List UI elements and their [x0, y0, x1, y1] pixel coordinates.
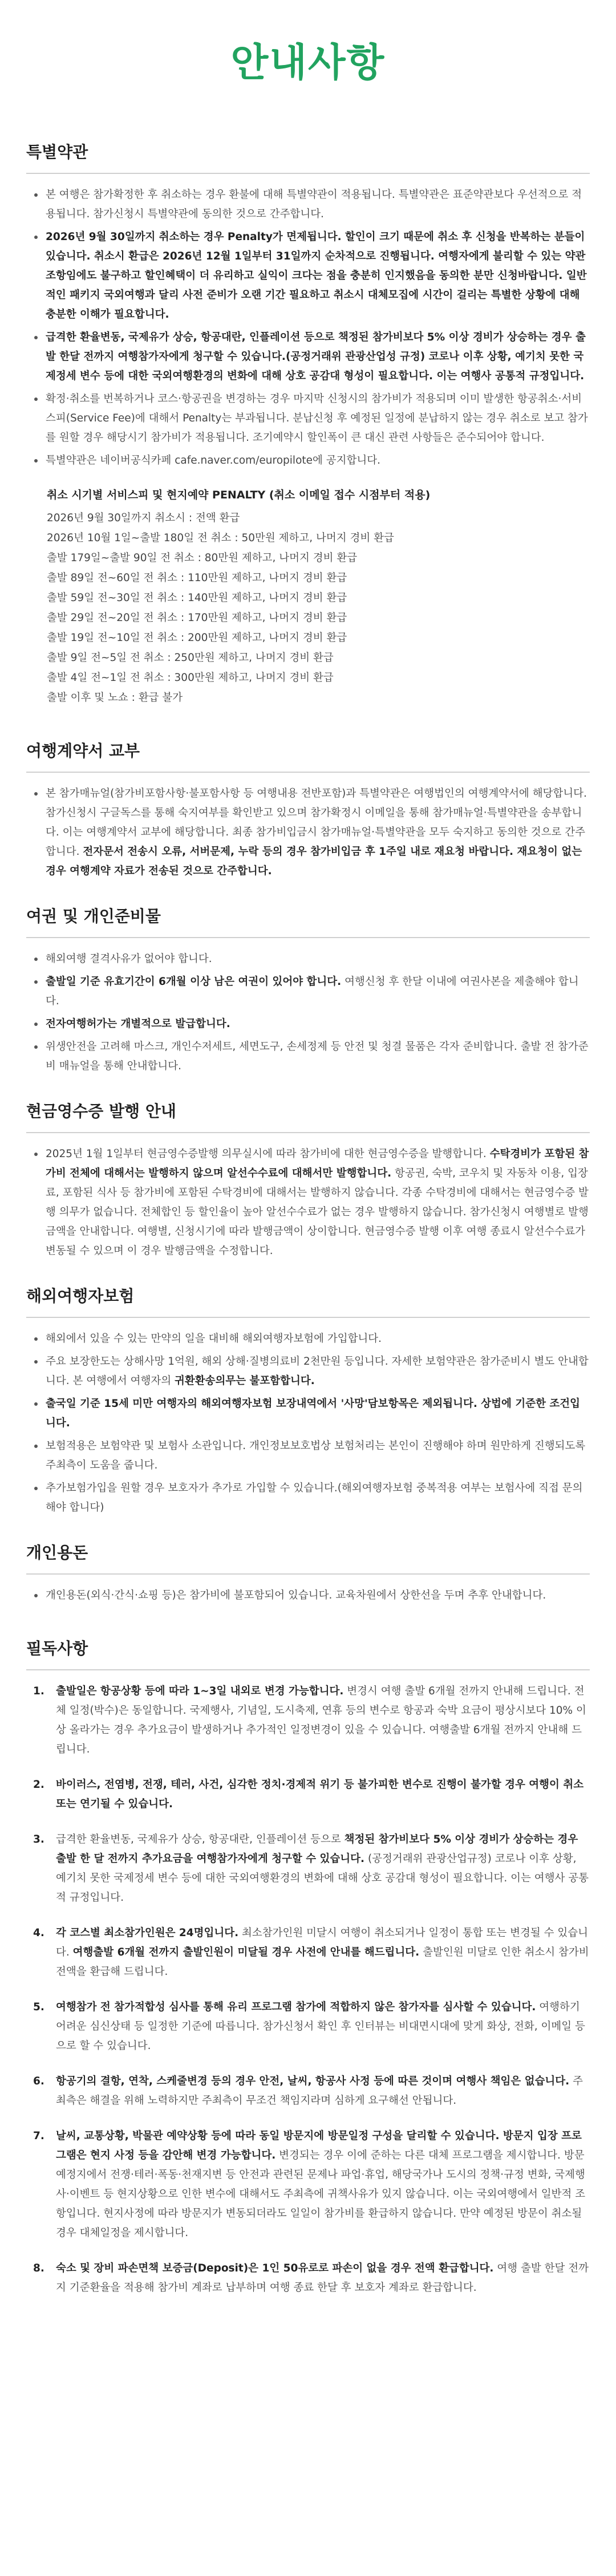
- note-number: 5.: [33, 2001, 44, 2013]
- note-text: 변경되는 경우 이에 준하는 다른 대체 프로그램을 제시합니다. 방문 예정지에서 전쟁·테러·폭동·천재지변 등 안전과 관련된 문제나 파업·휴업, 해당국가나 도시의 정책·규정 변화, 국제행사·이벤트 등 현지상황으로 인한 변수에 대해서도 주최측에 귀책사유가 있지 않습니다. 이는 국외여행에서 일반적 조항입니다. 현지사정에 따라 방문지가 변동되더라도 일일이 참가비를 환급하지 않습니다. 만약 예정된 방문이 취소될 경우 대체일정을 제시합니다.: [56, 2149, 586, 2239]
- note-item: [33, 1682, 590, 1759]
- notes-section: [26, 1636, 590, 2298]
- note-item: [33, 1998, 590, 2056]
- fee-row: 2026년 10월 1일~출발 180일 전 취소 : 50만원 제하고, 나머지 경비 환급: [47, 532, 394, 544]
- section-divider: [26, 1132, 590, 1133]
- note-lead: 바이러스, 전염병, 전쟁, 테러, 사건, 심각한 정치·경제적 위기 등 불가피한 변수로 진행이 불가할 경우 여행이 취소 또는 연기될 수 있습니다.: [56, 1779, 584, 1810]
- insurance-list: [26, 1329, 590, 1518]
- insurance-section: [26, 1284, 590, 1518]
- notes-heading: 필독사항: [26, 1639, 88, 1658]
- receipt-list: [26, 1145, 590, 1261]
- passport-list: [26, 950, 590, 1076]
- allowance-item: [33, 1586, 590, 1605]
- item-text-bold: 귀환환송의무는 불포함합니다.: [175, 1375, 315, 1387]
- item-text-bold: 수탁경비가 포함된 참가비 전체에 대해서는 발행하지 않으며 알선수수료에 대해서만 발행합니다.: [46, 1148, 589, 1179]
- contract-list: [26, 784, 590, 881]
- special-terms-heading: 특별약관: [26, 143, 88, 161]
- note-number: 8.: [33, 2262, 44, 2274]
- note-lead: 날씨, 교통상황, 박물관 예약상황 등에 따라 동일 방문지에 방문일정 구성을 달리할 수 있습니다. 방문지 입장 프로그램은 현지 사정 등을 감안해 변경 가능합니다.: [56, 2130, 582, 2161]
- item-text-bold: 출국일 기준 15세 미만 여행자의 해외여행자보험 보장내역에서 '사망'담보항목은 제외됩니다. 상법에 기준한 조건입니다.: [46, 1398, 581, 1429]
- special-terms-item: 특별약관은 네이버공식카페 cafe.naver.com/europilote에 공지합니다.: [33, 451, 590, 470]
- insurance-item: [33, 1394, 590, 1433]
- item-text: 보험적용은 보험약관 및 보험사 소관입니다. 개인정보보호법상 보험처리는 본인이 진행해야 하며 원만하게 진행되도록 주최측이 도움을 줍니다.: [46, 1440, 586, 1471]
- page-title: 안내사항: [230, 40, 386, 86]
- fee-row: 2026년 9월 30일까지 취소시 : 전액 환급: [47, 512, 240, 524]
- insurance-item: [33, 1329, 590, 1349]
- note-item: [33, 2072, 590, 2111]
- item-text: 위생안전을 고려해 마스크, 개인수저세트, 세면도구, 손세정제 등 안전 및 청결 물품은 각자 준비합니다. 출발 전 참가준비 매뉴얼을 통해 안내합니다.: [46, 1041, 589, 1072]
- receipt-section: [26, 1099, 590, 1261]
- section-divider: [26, 1669, 590, 1670]
- item-text: 해외여행 결격사유가 없어야 합니다.: [46, 953, 212, 965]
- fee-row: 출발 89일 전~60일 전 취소 : 110만원 제하고, 나머지 경비 환급: [47, 572, 347, 584]
- note-text: 출발인원 미달로 인한 취소시 참가비 전액을 환급해 드립니다.: [56, 1946, 589, 1978]
- item-text: 항공권, 숙박, 코우치 및 자동차 이용, 입장료, 포함된 식사 등 참가비에 포함된 수탁경비에 대해서는 발행하지 않습니다. 각종 수탁경비에 대해서는 현금영수증 발행 의무가 없습니다. 전체합인 등 할인율이 높아 알선수수료가 없는 경우 발행하지 않습니다. 참가신청시 여행별로 발행금액을 안내합니다. 여행별, 신청시기에 따라 발행금액이 상이합니다. 현금영수증 발행 이후 여행 종료시 알선수수료가 변동될 수 있으며 이 경우 발행금액을 수정합니다.: [46, 1167, 589, 1257]
- special-terms-section: [26, 140, 590, 708]
- special-terms-item: 2026년 9월 30일까지 취소하는 경우 Penalty가 면제됩니다. 할인이 크기 때문에 취소 후 신청을 반복하는 분들이 있습니다. 취소시 환급은 2026년 12월 1일부터 31일까지 순차적으로 진행됩니다. 여행자에게 불리할 수 있는 약관 조항임에도 불구하고 할인혜택이 더 유리하고 실익이 크다는 점을 충분히 인지했음을 동의한 분만 신청바랍니다. 일반적인 패키지 국외여행과 달리 사전 준비가 오랜 기간 필요하고 취소시 대체모집에 시간이 걸리는 특별한 상황에 대해 충분한 이해가 필요합니다.: [33, 228, 590, 324]
- cancellation-fee-list: [47, 508, 590, 708]
- notes-list: [26, 1682, 590, 2298]
- note-text: 여행하기 어려운 심신상태 등 일정한 기준에 따릅니다. 참가신청서 확인 후 인터뷰는 비대면시대에 맞게 화상, 전화, 이메일 등으로 할 수 있습니다.: [56, 2001, 585, 2052]
- fee-row: 출발 4일 전~1일 전 취소 : 300만원 제하고, 나머지 경비 환급: [47, 672, 334, 684]
- note-item: [33, 1924, 590, 1982]
- note-text: 변경시 여행 출발 6개월 전까지 안내해 드립니다. 전체 일정(박수)은 동일합니다. 국제행사, 기념일, 도시축제, 연휴 등의 변수로 항공과 숙박 요금이 평상시보다 10% 이상 올라가는 경우 추가요금이 발생하거나 추가적인 일정변경이 있을 수 있습니다. 여행출발 6개월 전까지 안내해 드립니다.: [56, 1685, 586, 1755]
- section-divider: [26, 772, 590, 773]
- passport-heading: 여권 및 개인준비물: [26, 907, 161, 926]
- item-text: 주요 보장한도는 상해사망 1억원, 해외 상해·질병의료비 2천만원 등입니다. 자세한 보험약관은 참가준비시 별도 안내합니다. 본 여행에서 여행자의: [46, 1356, 589, 1387]
- fee-row: 출발 이후 및 노쇼 : 환급 불가: [47, 692, 183, 704]
- item-text-bold: 출발일 기준 유효기간이 6개월 이상 남은 여권이 있어야 합니다.: [46, 976, 342, 988]
- item-text-bold: 전자여행허가는 개별적으로 발급합니다.: [46, 1018, 230, 1030]
- special-terms-item: 확정·취소를 번복하거나 코스·항공권을 변경하는 경우 마지막 신청시의 참가비가 적용되며 이미 발생한 항공취소·서비스피(Service Fee)에 대해서 Penalty는 부과됩니다. 분납신청 후 예정된 일정에 분납하지 않는 경우 취소로 보고 참가를 원할 경우 해당시기 참가비가 적용됩니다. 조기예약시 할인폭이 큰 대신 관련 사항들은 준수되어야 합니다.: [33, 390, 590, 448]
- fee-row: 출발 9일 전~5일 전 취소 : 250만원 제하고, 나머지 경비 환급: [47, 652, 334, 664]
- section-divider: [26, 937, 590, 938]
- passport-item: [33, 1015, 590, 1034]
- special-terms-item: 본 여행은 참가확정한 후 취소하는 경우 환불에 대해 특별약관이 적용됩니다. 특별약관은 표준약관보다 우선적으로 적용됩니다. 참가신청시 특별약관에 동의한 것으로 간주합니다.: [33, 185, 590, 224]
- special-terms-list: [26, 185, 590, 470]
- contract-section: [26, 739, 590, 881]
- allowance-list: [26, 1586, 590, 1605]
- contract-text-bold: 전자문서 전송시 오류, 서버문제, 누락 등의 경우 참가비입금 후 1주일 내로 재요청 바랍니다. 재요청이 없는 경우 여행계약 자료가 전송된 것으로 간주합니다.: [46, 846, 582, 877]
- note-text: 급격한 환율변동, 국제유가 상승, 항공대란, 인플레이션 등으로: [56, 1833, 345, 1845]
- note-lead: 항공기의 결항, 연착, 스케줄변경 등의 경우 안전, 날씨, 항공사 사정 등에 따른 것이며 여행사 책임은 없습니다.: [56, 2075, 570, 2087]
- note-number: 2.: [33, 1779, 44, 1791]
- note-text: 주최측은 해결을 위해 노력하지만 주최측이 무조건 책임지라며 심하게 요구해선 안됩니다.: [56, 2075, 583, 2107]
- note-lead: 책정된 참가비보다 5% 이상 경비가 상승하는 경우 출발 한 달 전까지 추가요금을 여행참가자에게 청구할 수 있습니다.: [56, 1833, 578, 1865]
- note-number: 3.: [33, 1833, 44, 1845]
- passport-section: [26, 904, 590, 1076]
- cancellation-fee-heading: 취소 시기별 서비스피 및 현지예약 PENALTY (취소 이메일 접수 시점부터 적용): [47, 489, 431, 501]
- note-item: [33, 2259, 590, 2298]
- insurance-item: [33, 1352, 590, 1391]
- allowance-section: [26, 1540, 590, 1605]
- receipt-heading: 현금영수증 발행 안내: [26, 1102, 176, 1121]
- note-number: 4.: [33, 1927, 44, 1939]
- note-text: (공정거래위 관광산업규정) 코로나 이후 상황, 예기치 못한 국제정세 변수 등에 대한 국외여행환경의 변화에 대해 상호 공감대 형성이 필요합니다. 이는 여행사 공통적 규정입니다.: [56, 1853, 589, 1904]
- item-text: 추가보험가입을 원할 경우 보호자가 추가로 가입할 수 있습니다.(해외여행자보험 중복적용 여부는 보험사에 직접 문의해야 합니다): [46, 1482, 583, 1514]
- contract-item: [33, 784, 590, 881]
- special-terms-item: 급격한 환율변동, 국제유가 상승, 항공대란, 인플레이션 등으로 책정된 참가비보다 5% 이상 경비가 상승하는 경우 출발 한달 전까지 여행참가자에게 청구할 수 있습니다.(공정거래위 관광산업성 규정) 코로나 이후 상황, 예기치 못한 국제정세 변수 등에 대한 국외여행환경의 변화에 대해 상호 공감대 형성이 필요합니다. 이는 여행사 공통적 규정입니다.: [33, 328, 590, 386]
- note-text: 최소참가인원 미달시 여행이 취소되거나 일정이 통합 또는 변경될 수 있습니다.: [56, 1927, 588, 1958]
- note-item: [33, 1775, 590, 1814]
- note-lead: 출발일은 항공상황 등에 따라 1~3일 내외로 변경 가능합니다.: [56, 1685, 344, 1697]
- item-text: 개인용돈(외식·간식·쇼핑 등)은 참가비에 불포함되어 있습니다. 교육차원에서 상한선을 두며 추후 안내합니다.: [46, 1589, 546, 1601]
- section-divider: [26, 173, 590, 174]
- passport-item: [33, 950, 590, 969]
- note-lead: 각 코스별 최소참가인원은 24명입니다.: [56, 1927, 239, 1939]
- insurance-heading: 해외여행자보험: [26, 1287, 135, 1305]
- insurance-item: [33, 1479, 590, 1518]
- note-text: 여행 출발 한달 전까지 기준환율을 적용해 참가비 계좌로 납부하며 여행 종료 한달 후 보호자 계좌로 환급합니다.: [56, 2262, 589, 2294]
- allowance-heading: 개인용돈: [26, 1543, 88, 1562]
- note-lead: 여행참가 전 참가적합성 심사를 통해 유리 프로그램 참가에 적합하지 않은 참가자를 심사할 수 있습니다.: [56, 2001, 536, 2013]
- fee-row: 출발 19일 전~10일 전 취소 : 200만원 제하고, 나머지 경비 환급: [47, 632, 347, 644]
- insurance-item: [33, 1437, 590, 1475]
- fee-row: 출발 59일 전~30일 전 취소 : 140만원 제하고, 나머지 경비 환급: [47, 592, 347, 604]
- contract-heading: 여행계약서 교부: [26, 741, 140, 760]
- section-divider: [26, 1317, 590, 1318]
- section-divider: [26, 1573, 590, 1575]
- note-number: 6.: [33, 2075, 44, 2087]
- fee-row: 출발 179일~출발 90일 전 취소 : 80만원 제하고, 나머지 경비 환급: [47, 552, 358, 564]
- item-text: 2025년 1월 1일부터 현금영수증발행 의무실시에 따라 참가비에 대한 현금영수증을 발행합니다.: [46, 1148, 490, 1160]
- note-item: [33, 2127, 590, 2243]
- receipt-item: [33, 1145, 590, 1261]
- note-lead: 여행출발 6개월 전까지 출발인원이 미달될 경우 사전에 안내를 해드립니다.: [72, 1946, 420, 1958]
- note-lead: 숙소 및 장비 파손면책 보증금(Deposit)은 1인 50유로로 파손이 없을 경우 전액 환급합니다.: [56, 2262, 494, 2274]
- item-text: 여행신청 후 한달 이내에 여권사본을 제출해야 합니다.: [46, 976, 579, 1007]
- fee-row: 출발 29일 전~20일 전 취소 : 170만원 제하고, 나머지 경비 환급: [47, 612, 347, 624]
- note-number: 7.: [33, 2130, 44, 2142]
- note-number: 1.: [33, 1685, 44, 1697]
- note-item: [33, 1830, 590, 1908]
- item-text: 해외에서 있을 수 있는 만약의 일을 대비해 해외여행자보험에 가입합니다.: [46, 1333, 382, 1345]
- passport-item: [33, 1037, 590, 1076]
- contract-text: 본 참가매뉴얼(참가비포함사항·불포함사항 등 여행내용 전반포함)과 특별약관은 여행법인의 여행계약서에 해당합니다. 참가신청시 구글독스를 통해 숙지여부를 확인받고 있으며 참가확정시 이메일을 통해 참가매뉴얼·특별약관을 송부합니다. 이는 여행계약서 교부에 해당합니다. 최종 참가비입금시 참가매뉴얼·특별약관을 모두 숙지하고 동의한 것으로 간주합니다.: [46, 788, 587, 858]
- passport-item: [33, 972, 590, 1011]
